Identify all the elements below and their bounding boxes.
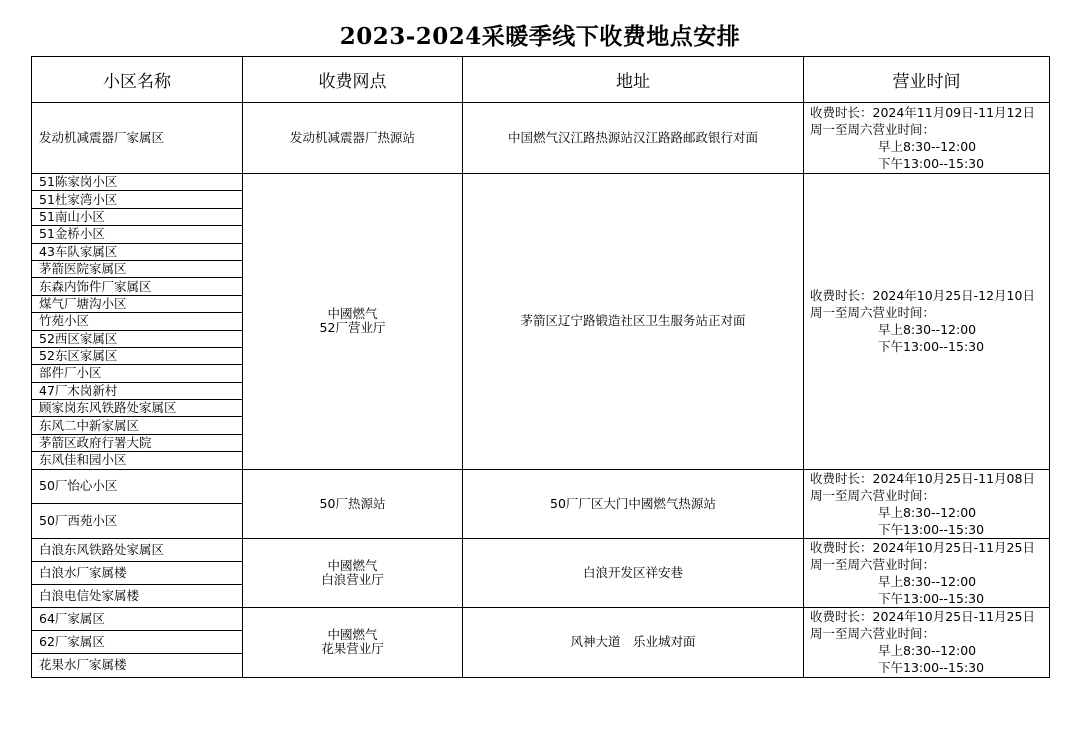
- community-name: 50厂怡心小区: [32, 469, 243, 504]
- hours-days: 周一至周六营业时间：: [810, 305, 936, 321]
- community-name: 52西区家属区: [32, 330, 243, 347]
- header-address: 地址: [463, 57, 804, 103]
- address-cell: 50厂厂区大门中國燃气热源站: [463, 469, 804, 538]
- header-hours: 营业时间: [804, 57, 1050, 103]
- hours-morning: 早上8:30--12:00: [878, 643, 977, 659]
- office-line: 发动机减震器厂热源站: [289, 130, 415, 145]
- hours-period: 收费时长：2024年10月25日-11月25日: [810, 539, 1035, 555]
- hours-cell: [804, 538, 1050, 607]
- community-name: 顾家岗东风铁路处家属区: [32, 400, 243, 417]
- hours-afternoon: 下午13:00--15:30: [878, 660, 985, 676]
- hours-morning: 早上8:30--12:00: [878, 504, 977, 520]
- community-name: 64厂家属区: [32, 607, 243, 630]
- hours-days: 周一至周六营业时间：: [810, 487, 936, 503]
- hours-afternoon: 下午13:00--15:30: [878, 156, 985, 171]
- hours-afternoon: 下午13:00--15:30: [878, 590, 985, 606]
- community-name: 51南山小区: [32, 208, 243, 225]
- fee-location-table: [31, 56, 1050, 678]
- table-body: [32, 103, 1050, 678]
- hours-afternoon: 下午13:00--15:30: [878, 521, 985, 537]
- office-cell: [243, 538, 463, 607]
- community-name: 东风二中新家属区: [32, 417, 243, 434]
- community-name: 竹苑小区: [32, 313, 243, 330]
- address-cell: 风神大道 乐业城对面: [463, 607, 804, 677]
- address-cell: 中国燃气汉江路热源站汉江路路邮政银行对面: [463, 103, 804, 174]
- hours-days: 周一至周六营业时间：: [810, 626, 936, 642]
- office-cell: [243, 607, 463, 677]
- community-name: 50厂西苑小区: [32, 504, 243, 539]
- community-name: 43车队家属区: [32, 243, 243, 260]
- community-name: 51金桥小区: [32, 226, 243, 243]
- header-row: [32, 57, 1050, 103]
- community-name: 47厂木岗新村: [32, 382, 243, 399]
- address-cell: 白浪开发区祥安巷: [463, 538, 804, 607]
- office-line: 白浪营业厅: [321, 571, 384, 587]
- hours-afternoon: 下午13:00--15:30: [878, 339, 985, 355]
- office-cell: [243, 103, 463, 174]
- community-name: 发动机减震器厂家属区: [32, 103, 243, 174]
- community-name: 白浪东风铁路处家属区: [32, 538, 243, 561]
- page-title: 2023-2024采暖季线下收费地点安排: [339, 23, 741, 50]
- hours-period: 收费时长：2024年11月09日-11月12日: [810, 105, 1035, 120]
- community-name: 东风佳和园小区: [32, 452, 243, 469]
- office-line: 中國燃气: [327, 627, 378, 643]
- table-row: [32, 103, 1050, 174]
- community-name: 51陈家岗小区: [32, 174, 243, 191]
- hours-days: 周一至周六营业时间：: [810, 556, 936, 572]
- community-name: 白浪水厂家属楼: [32, 561, 243, 584]
- hours-days: 周一至周六营业时间：: [810, 122, 936, 137]
- office-line: 50厂热源站: [319, 495, 386, 511]
- community-name: 白浪电信处家属楼: [32, 584, 243, 607]
- office-line: 中國燃气: [327, 306, 378, 322]
- community-name: 茅箭医院家属区: [32, 260, 243, 277]
- table-row: [32, 469, 1050, 504]
- hours-period: 收费时长：2024年10月25日-12月10日: [810, 288, 1035, 304]
- table-row: [32, 607, 1050, 630]
- office-line: 中國燃气: [327, 557, 378, 573]
- community-name: 部件厂小区: [32, 365, 243, 382]
- hours-cell: [804, 469, 1050, 538]
- office-line: 52厂营业厅: [319, 320, 386, 336]
- header-community: 小区名称: [32, 57, 243, 103]
- community-name: 52东区家属区: [32, 347, 243, 364]
- address-cell: 茅箭区辽宁路锻造社区卫生服务站正对面: [463, 174, 804, 470]
- community-name: 煤气厂塘沟小区: [32, 295, 243, 312]
- hours-period: 收费时长：2024年10月25日-11月25日: [810, 609, 1035, 625]
- community-name: 花果水厂家属楼: [32, 654, 243, 677]
- hours-cell: [804, 103, 1050, 174]
- office-cell: [243, 469, 463, 538]
- office-cell: [243, 174, 463, 470]
- community-name: 东森内饰件厂家属区: [32, 278, 243, 295]
- header-office: 收费网点: [243, 57, 463, 103]
- community-name: 51杜家湾小区: [32, 191, 243, 208]
- community-name: 62厂家属区: [32, 630, 243, 653]
- hours-morning: 早上8:30--12:00: [878, 573, 977, 589]
- hours-period: 收费时长：2024年10月25日-11月08日: [810, 470, 1035, 486]
- community-name: 茅箭区政府行署大院: [32, 434, 243, 451]
- hours-cell: [804, 607, 1050, 677]
- office-line: 花果营业厅: [321, 641, 384, 657]
- hours-morning: 早上8:30--12:00: [878, 139, 977, 154]
- hours-cell: [804, 174, 1050, 470]
- hours-morning: 早上8:30--12:00: [878, 322, 977, 338]
- table-row: [32, 174, 1050, 191]
- table-row: [32, 538, 1050, 561]
